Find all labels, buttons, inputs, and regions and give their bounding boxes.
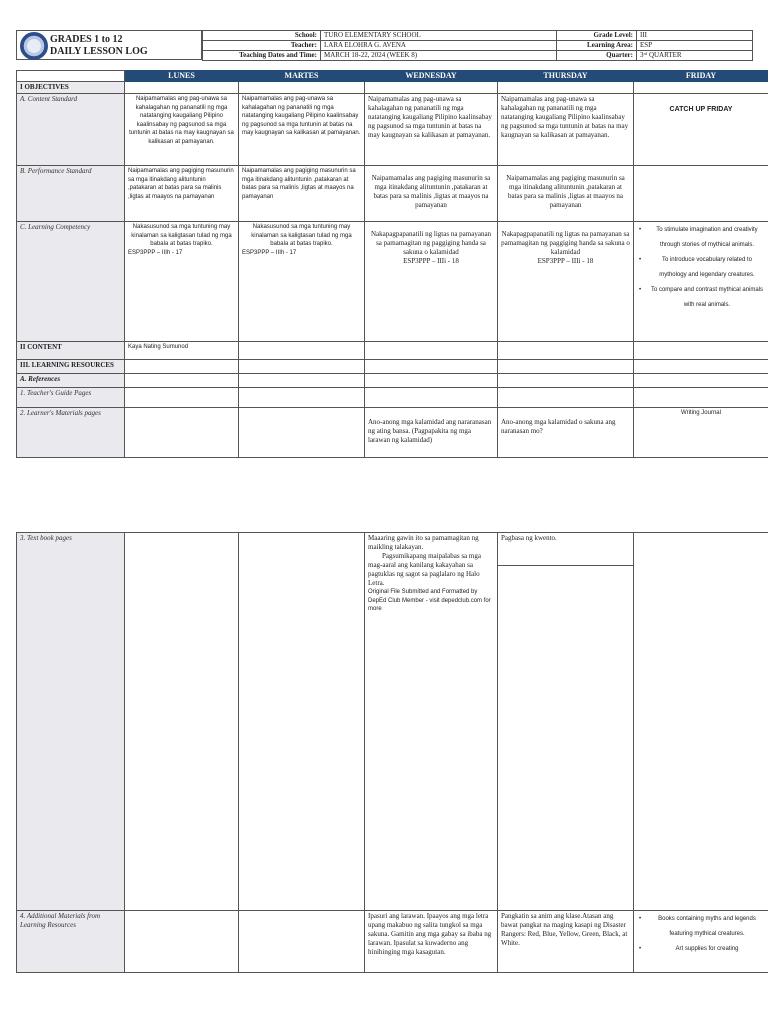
dates-value: MARCH 18-22, 2024 (WEEK 8) xyxy=(321,51,557,61)
learners-materials-wednesday: Ano-anong mga kalamidad ang nararanasan ng ating bansa. (Pagpapakita ng mga larawan ng kalamidad) xyxy=(365,408,498,458)
deped-seal-icon xyxy=(20,32,48,60)
text-book-thursday-divider xyxy=(498,565,633,566)
learning-resources-label: III. LEARNING RESOURCES xyxy=(17,360,125,374)
day-header-friday: FRIDAY xyxy=(634,71,768,82)
text-book-thursday xyxy=(498,533,634,911)
references-label: A. References xyxy=(17,374,125,388)
day-header-row xyxy=(17,71,768,82)
learners-materials-friday: Writing Journal xyxy=(634,408,768,458)
text-book-row xyxy=(17,533,768,911)
lesson-log-table-page2 xyxy=(16,532,768,973)
friday-materials-list xyxy=(637,912,765,957)
friday-material-item: • Art supplies for creating xyxy=(649,942,765,957)
day-header-thursday: THURSDAY xyxy=(498,71,634,82)
lesson-log-table-page1 xyxy=(16,70,768,458)
text-book-wednesday-p1: Maaaring gawin ito sa pamamagitan ng maikling talakayan. xyxy=(368,534,479,551)
competency-martes-code: ESP3PPP – IIIh - 17 xyxy=(242,249,297,256)
text-book-wednesday xyxy=(365,533,498,911)
text-book-wednesday-p2: Pagsumikapang maipalabas sa mga mag-aaral ang kanilang kakayahan sa pagtuklas ng sagot sa paglalaro ng Halo Letra. xyxy=(368,552,481,587)
header-info-table xyxy=(202,30,753,61)
additional-materials-friday xyxy=(634,911,768,973)
friday-objective-item: • To stimulate imagination and creativity through stories of mythical animals. xyxy=(649,223,765,253)
catch-up-friday: CATCH UP FRIDAY xyxy=(634,94,768,166)
header-logo-box xyxy=(16,30,202,60)
quarter-label: Quarter: xyxy=(557,51,637,61)
learners-materials-thursday: Ano-anong mga kalamidad o sakuna ang naranasan mo? xyxy=(498,408,634,458)
quarter-value: 3ʳᵈ QUARTER xyxy=(637,51,753,61)
performance-standard-label: B. Performance Standard xyxy=(17,166,125,222)
school-value: TURO ELEMENTARY SCHOOL xyxy=(321,31,557,41)
content-standard-row xyxy=(17,94,768,166)
learning-competency-thursday xyxy=(498,222,634,342)
friday-objectives-list xyxy=(637,223,765,313)
content-standard-wednesday: Naipamamalas ang pag-unawa sa kahalagahan ng pananatili ng mga natatanging kaugaliang Pilipino kaalinsabay ng pagsunod sa mga tuntunin at batas na may kaugnayan sa kalikasan at pamayanan. xyxy=(365,94,498,166)
learning-competency-lunes xyxy=(125,222,239,342)
learning-competency-row xyxy=(17,222,768,342)
content-lunes: Kaya Nating Sumunod xyxy=(125,342,239,360)
performance-standard-thursday: Naipamamalas ang pagiging masunurin sa mga itinakdang alituntunin ,patakaran at batas para sa malinis ,ligtas at maayos na pamayanan xyxy=(498,166,634,222)
learning-competency-wednesday xyxy=(365,222,498,342)
learning-competency-martes xyxy=(239,222,365,342)
content-standard-thursday: Naipamamalas ang pag-unawa sa kahalagahan ng pananatili ng mga natatanging kaugaliang Pilipino kaalinsabay ng pagsunod sa mga tuntunin at batas na may kaugnayan sa kalikasan at pamayanan. xyxy=(498,94,634,166)
competency-thursday-text: Nakapagpapanatili ng ligtas na pamayanan sa pamamagitan ng paggiging handa sa sakuna o kalamidad xyxy=(501,230,630,256)
additional-materials-row xyxy=(17,911,768,973)
performance-standard-row xyxy=(17,166,768,222)
performance-standard-martes: Naipamamalas ang pagiging masunurin sa mga itinakdang alituntunin ,patakaran at batas para sa malinis ,ligtas at maayos na pamayanan xyxy=(239,166,365,222)
learning-area-label: Learning Area: xyxy=(557,41,637,51)
day-header-lunes: LUNES xyxy=(125,71,239,82)
competency-wednesday-text: Nakapagpapanatili ng ligtas na pamayanan sa pamamagitan ng paggiging handa sa sakuna o kalamidad xyxy=(370,230,492,256)
competency-lunes-text: Nakasusunod sa mga tuntuning may kinalaman sa kaligtasan tulad ng mga babala at batas trapiko. xyxy=(131,224,232,247)
friday-material-item: • Books containing myths and legends featuring mythical creatures. xyxy=(649,912,765,942)
day-header-blank xyxy=(17,71,125,82)
teachers-guide-label: 1. Teacher's Guide Pages xyxy=(17,388,125,408)
title-line2: DAILY LESSON LOG xyxy=(50,46,148,57)
additional-materials-label: 4. Additional Materials from Learning Resources xyxy=(17,911,125,973)
friday-objective-item: • To introduce vocabulary related to mythology and legendary creatures. xyxy=(649,253,765,283)
performance-standard-wednesday: Naipamamalas ang pagiging masunurin sa mga itinakdang alituntunin ,patakaran at batas para sa malinis ,ligtas at maayos na pamayanan xyxy=(365,166,498,222)
school-label: School: xyxy=(203,31,321,41)
learners-materials-label: 2. Learner's Materials pages xyxy=(17,408,125,458)
friday-objective-item: • To compare and contrast mythical animals with real animals. xyxy=(649,283,765,313)
text-book-thursday-text: Pagbasa ng kwento. xyxy=(501,534,557,542)
performance-standard-lunes: Naipamamalas ang pagiging masunurin sa mga itinakdang alituntunin ,patakaran at batas para sa malinis ,ligtas at maayos na pamayanan xyxy=(125,166,239,222)
competency-lunes-code: ESP3PPP – IIIh - 17 xyxy=(128,249,183,256)
competency-thursday-code: ESP3PPP – IIIi - 18 xyxy=(537,257,594,265)
additional-materials-wednesday: Ipasuri ang larawan. Ipaayos ang mga letra upang makabuo ng salita tungkol sa mga sakuna. Gamitin ang mga gabay sa ibaba ng larawan. Ipasulat sa kuwaderno ang hinihinging mga kasagutan. xyxy=(365,911,498,973)
dates-label: Teaching Dates and Time: xyxy=(203,51,321,61)
grade-level-label: Grade Level: xyxy=(557,31,637,41)
day-header-martes: MARTES xyxy=(239,71,365,82)
teacher-value: LARA ELOHRA G. AVENA xyxy=(321,41,557,51)
additional-materials-thursday: Pangkatin sa anim ang klase.Atasan ang bawat pangkat na maging kasapi ng Disaster Rangers: Red, Blue, Yellow, Green, Black, at White. xyxy=(498,911,634,973)
content-standard-lunes: Naipamamalas ang pag-unawa sa kahalagahan ng pananatili ng mga natatanging kaugaliang Pilipino kaalinsabay ng pagsunod sa mga tuntunin at batas na may kaugnayan sa kalikasan at pamayanan. xyxy=(125,94,239,166)
content-standard-martes: Naipamamalas ang pag-unawa sa kahalagahan ng pananatili ng mga natatanging kaugaliang Pilipino kaalinsabay ng pagsunod sa mga tuntunin at batas na may kaugnayan sa kalikasan at pamayanan. xyxy=(239,94,365,166)
teacher-label: Teacher: xyxy=(203,41,321,51)
text-book-wednesday-credit: Original File Submitted and Formatted by DepEd Club Member - visit depedclub.com for more xyxy=(368,589,491,612)
content-row xyxy=(17,342,768,360)
competency-wednesday-code: ESP3PPP – IIIi - 18 xyxy=(403,257,459,265)
title-line1: GRADES 1 to 12 xyxy=(50,34,123,45)
grade-level-value: III xyxy=(637,31,753,41)
text-book-label: 3. Text book pages xyxy=(17,533,125,911)
content-standard-label: A. Content Standard xyxy=(17,94,125,166)
objectives-heading: I OBJECTIVES xyxy=(17,82,125,94)
learning-area-value: ESP xyxy=(637,41,753,51)
competency-martes-text: Nakasusunod sa mga tuntuning may kinalaman sa kaligtasan tulad ng mga babala at batas trapiko. xyxy=(251,224,352,247)
content-label: II CONTENT xyxy=(17,342,125,360)
day-header-wednesday: WEDNESDAY xyxy=(365,71,498,82)
learning-competency-label: C. Learning Competency xyxy=(17,222,125,342)
learning-competency-friday xyxy=(634,222,768,342)
learners-materials-row xyxy=(17,408,768,458)
